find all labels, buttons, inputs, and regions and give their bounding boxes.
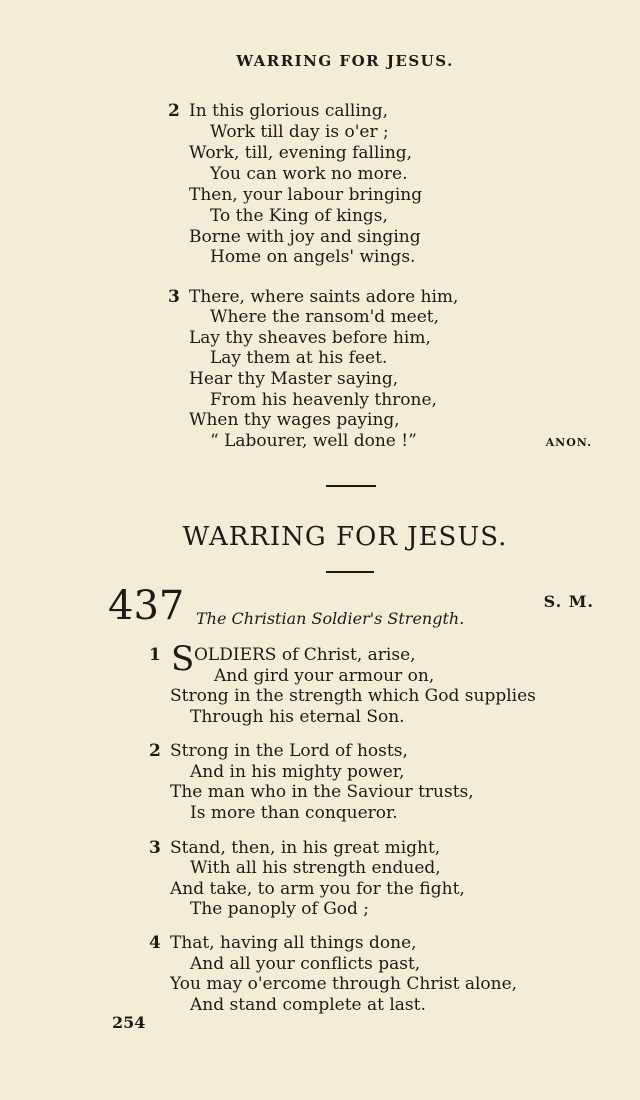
divider-rule — [326, 485, 376, 487]
verse-line: Strong in the Lord of hosts, — [170, 741, 408, 761]
verse-line: The panoply of God ; — [190, 899, 370, 919]
page-number: 254 — [112, 1013, 146, 1032]
stanza-number: 3 — [168, 287, 180, 307]
verse-line: Work, till, evening falling, — [189, 143, 413, 163]
verse-line: From his heavenly throne, — [210, 390, 437, 410]
hymn-subtitle: The Christian Soldier's Strength. — [196, 609, 465, 628]
stanza-number: 2 — [168, 101, 180, 121]
verse-line: In this glorious calling, — [189, 101, 389, 121]
verse-line: With all his strength endued, — [190, 858, 441, 878]
verse-line: Strong in the strength which God supplies — [170, 686, 536, 706]
hymn-meter: S. M. — [543, 592, 594, 611]
verse-line: To the King of kings, — [210, 206, 388, 226]
stanza-number: 4 — [149, 933, 161, 953]
verse-line: There, where saints adore him, — [189, 287, 459, 307]
verse-line: Hear thy Master saying, — [189, 369, 399, 389]
verse-line: Borne with joy and singing — [189, 227, 421, 247]
verse-line: “ Labourer, well done !” — [210, 431, 417, 451]
verse-line: You may o'ercome through Christ alone, — [170, 974, 518, 994]
verse-line: OLDIERS of Christ, arise, — [194, 645, 416, 665]
drop-cap: S — [171, 639, 195, 679]
verse-line: Lay them at his feet. — [210, 348, 388, 368]
verse-line: And take, to arm you for the fight, — [170, 879, 465, 899]
verse-line: Stand, then, in his great might, — [170, 838, 441, 858]
hymn-number: 437 — [108, 583, 185, 629]
verse-line: Work till day is o'er ; — [210, 122, 389, 142]
verse-line: Through his eternal Son. — [190, 707, 405, 727]
stanza-number: 2 — [149, 741, 161, 761]
author-attribution: ANON. — [545, 436, 592, 449]
verse-line: Home on angels' wings. — [210, 247, 416, 267]
verse-line: Where the ransom'd meet, — [210, 307, 440, 327]
verse-line: And in his mighty power, — [190, 762, 405, 782]
verse-line: Lay thy sheaves before him, — [189, 328, 431, 348]
verse-line: You can work no more. — [210, 164, 408, 184]
verse-line: Is more than conqueror. — [190, 803, 398, 823]
divider-rule — [326, 571, 374, 573]
verse-line: The man who in the Saviour trusts, — [170, 782, 474, 802]
verse-line: And stand complete at last. — [190, 995, 426, 1015]
verse-line: And gird your armour on, — [214, 666, 435, 686]
verse-line: When thy wages paying, — [189, 410, 400, 430]
verse-line: And all your conflicts past, — [190, 954, 421, 974]
running-head: WARRING FOR JESUS. — [236, 52, 454, 70]
stanza-number: 3 — [149, 838, 161, 858]
verse-line: Then, your labour bringing — [189, 185, 423, 205]
section-title: WARRING FOR JESUS. — [182, 522, 508, 552]
verse-line: That, having all things done, — [170, 933, 417, 953]
stanza-number: 1 — [149, 645, 161, 665]
